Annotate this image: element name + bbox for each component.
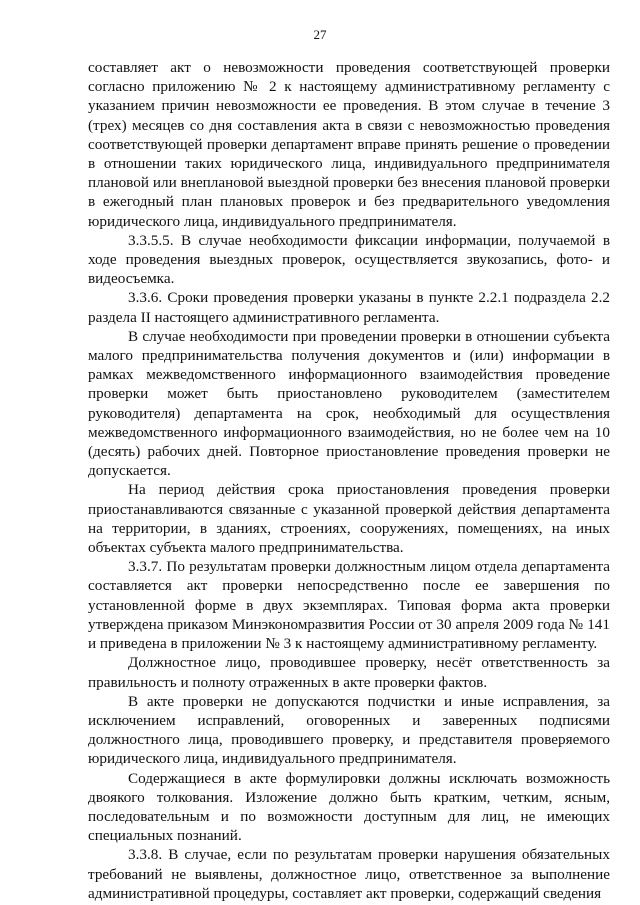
paragraph-3-3-8: 3.3.8. В случае, если по результатам проверки нарушения обязательных требований не выявлены, должностное лицо, ответственное за выполнение административной процедуры, составляет акт проверки, содержащий сведения — [88, 846, 610, 902]
paragraph-suspension-period: На период действия срока приостановления проведения проверки приостанавливаются связанные с указанной проверкой действия департамента на территории, в зданиях, строениях, сооружениях, помещениях, на иных объектах субъекта малого предпринимательства. — [88, 481, 610, 557]
paragraph-3-3-7: 3.3.7. По результатам проверки должностным лицом отдела департамента составляется акт проверки непосредственно после ее завершения по установленной форме в двух экземплярах. Типовая форма акта проверки утверждена приказом Минэкономразвития России от 30 апреля 2009 года № 141 и приведена в приложении № 3 к настоящему административному регламенту. — [88, 558, 610, 653]
paragraph-3-3-5-5: 3.3.5.5. В случае необходимости фиксации информации, получаемой в ходе проведения выездных проверок, осуществляется звукозапись, фото- и видеосъемка. — [88, 231, 610, 288]
paragraph-3-3-6: 3.3.6. Сроки проведения проверки указаны в пункте 2.2.1 подраздела 2.2 раздела II настоящего административного регламента. — [88, 289, 610, 326]
paragraph-wording: Содержащиеся в акте формулировки должны исключать возможность двоякого толкования. Изложение должно быть кратким, четким, ясным, последовательным и по возможности доступным для лиц, не имеющих специальных познаний. — [88, 769, 610, 845]
paragraph-responsibility: Должностное лицо, проводившее проверку, несёт ответственность за правильность и полноту отраженных в акте проверки фактов. — [88, 654, 610, 691]
paragraph-no-corrections: В акте проверки не допускаются подчистки и иные исправления, за исключением исправлений, оговоренных и заверенных подписями должностного лица, проводившего проверку, и представителя проверяемого юридического лица, индивидуального предпринимателя. — [88, 692, 610, 768]
document-body — [88, 58, 610, 903]
paragraph-continuation: составляет акт о невозможности проведения соответствующей проверки согласно приложению № 2 к настоящему административному регламенту с указанием причин невозможности ее проведения. В этом случае в течение 3 (трех) месяцев со дня составления акта в связи с невозможностью проведения соответствующей проверки департамент вправе принять решение о проведении в отношении таких юридического лица, индивидуального предпринимателя плановой или внеплановой выездной проверки без внесения плановой проверки в ежегодный план плановых проверок и без предварительного уведомления юридического лица, индивидуального предпринимателя. — [88, 59, 610, 230]
page-number: 27 — [313, 27, 327, 42]
paragraph-suspension: В случае необходимости при проведении проверки в отношении субъекта малого предпринимательства получения документов и (или) информации в рамках межведомственного информационного взаимодействия проведение проверки может быть приостановлено руководителем (заместителем руководителя) департамента на срок, необходимый для осуществления межведомственного информационного взаимодействия, но не более чем на 10 (десять) рабочих дней. Повторное приостановление проведения проверки не допускается. — [88, 327, 610, 480]
